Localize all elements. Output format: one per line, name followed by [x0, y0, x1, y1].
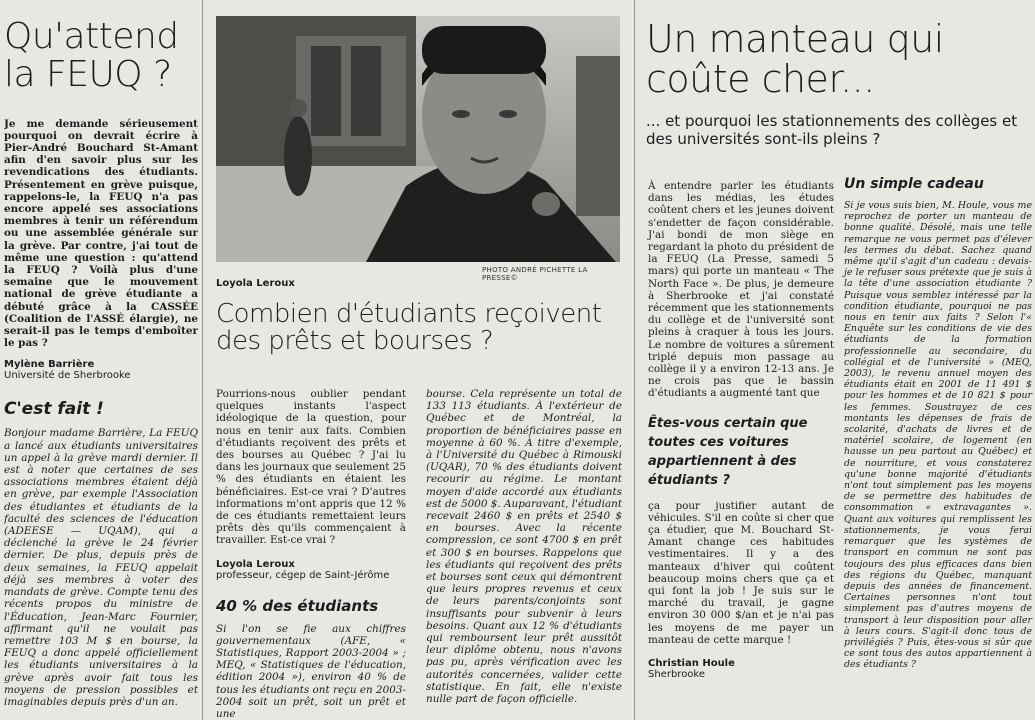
column-rule	[634, 0, 635, 720]
photo-credit: PHOTO ANDRÉ PICHETTE LA PRESSE©	[482, 266, 588, 282]
author-place: professeur, cégep de Saint-Jérôme	[216, 569, 390, 581]
letter-houle-part2: ça pour justifier autant de véhicules. S'il en coûte si cher que ça étudier, que M. Bouchard St-Amant change ces habitudes vestimentaires. Il y a des manteaux d'hiver qui coûtent beaucoup moins chers que ça et qui font la job ! Je suis sur le marché du travail, je gagne environ 30 000 $/an et je n'ai pas les moyens de me payer un manteau de cette marque !	[648, 499, 834, 646]
reply-body-part2: bourse. Cela représente un total de 133 113 étudiants. À l'extérieur de Québec et de Montréal, la proportion de bénéficiaires passe en moyenne à 60 %. À titre d'exemple, à l'Université du Québec à Rimouski (UQAR), 70 % des étudiants doivent recourir au régime. Le montant moyen d'aide accordé aux étudiants est de 5000 $. Auparavant, l'étudiant recevait 2460 $ en prêts et 2540 $ en bourses. Avec la récente compression, ce sont 4700 $ en prêt et 300 $ en bourses. Rappelons que les étudiants qui reçoivent des prêts et bourses sont ceux qui démontrent que leurs propres revenus et ceux de leurs parents/conjoints sont insuffisants pour subvenir à leurs besoins. Quant aux 12 % d'étudiants qui remboursent leur prêt aussitôt leur diplôme obtenu, nous n'avons pas pu, après vérification avec les autorités concernées, valider cette statistique. En fait, elle n'existe nulle part de façon officielle.	[426, 388, 623, 706]
reply-body-part1: Si l'on se fie aux chiffres gouvernementaux (AFE, « Statistiques, Rapport 2003-2004 » ; MEQ, « Statistiques de l'éducation, édition 2004 »), environ 40 % de tous les étudiants ont reçu en 2003-2004 soit un prêt, soit un prêt et une	[216, 622, 407, 720]
author-name: Loyola Leroux	[216, 558, 295, 570]
reply-body: Si je vous suis bien, M. Houle, vous me reprochez de porter un manteau de bonne qualité. Désolé, mais une telle remarque ne vous permet pas d'élever les termes du débat. Sachez quand même qu'il s'agit d'un cadeau : devais-je le refuser sous prétexte que je suis à la tête d'une association étudiante ? Puisque vous semblez intéressé par la condition étudiante, pourquoi ne pas nous en tenir aux faits ? Selon l'« Enquête sur les conditions de vie des étudiants de la formation professionnelle au secondaire, du collégial et de l'université » (MEQ, 2003), le revenu annuel moyen des étudiants était en 2001 de 11 491 $ pour les hommes et de 10 821 $ pour les femmes. Soustrayez de ces montants les dépenses de frais de scolarité, d'achats de livres et de matériel scolaire, de logement (en hausse un peu partout au Québec) et de nourriture, et vous constaterez qu'une bonne majorité d'étudiants n'ont tout simplement pas les moyens de se permettre des habitudes de consommation « extravagantes ». Quant aux voitures qui remplissent les stationnements, je vous ferai remarquer que les systèmes de transport en commun ne sont pas toujours des plus efficaces dans bien des régions du Québec, manquant depuis des années de financement. Certaines personnes n'ont tout simplement pas d'autres moyens de transport à leur disposition pour aller à leurs cours. S'agit-il donc tous de privilégiés ? Puis, êtes-vous si sûr que ce sont tous des autos appartiennent à des étudiants ?	[844, 200, 1032, 671]
letter-barriere: Je me demande sérieusement pourquoi on devrait écrire à Pier-André Bouchard St-Amant afin d'en savoir plus sur les revendications des étudiants. Présentement en grève puisque, rappelons-le, la FEUQ n'a pas encore appelé ses associations membres à tenir un référendum ou une assemblée générale sur la grève. Par contre, j'ai tout de même une question : qu'attend la FEUQ ? Voilà plus d'une semaine que le mouvement national de grève étudiante a débuté grâce à la CASSÉE (Coalition de l'ASSÉ élargie), ne serait-il pas le temps d'emboîter le pas ?	[4, 117, 198, 350]
reply-title: C'est fait !	[4, 399, 104, 420]
pull-quote: Êtes-vous certain que toutes ces voitures appartiennent à des étudiants ?	[648, 415, 808, 488]
column-rule	[202, 0, 203, 720]
byline: Loyola Leroux	[216, 278, 295, 289]
column-right	[646, 0, 1035, 720]
news-photo	[216, 16, 620, 262]
reply-body: Bonjour madame Barrière, La FEUQ a lancé aux étudiants universitaires un appel à la grève mardi dernier. Il est à noter que certaines de ses associations membres étaient déjà en grève, par exemple l'Association des étudiantes et étudiants de la faculté des sciences de l'éducation (ADEESE — UQAM), qui a déclenché la grève le 24 février dernier. De plus, depuis près de deux semaines, la FEUQ appelait déjà ses membres à voter des mandats de grève. Compte tenu des récents propos du ministre de l'Éducation, Jean-Marc Fournier, affirmant qu'il ne voulait pas remettre 103 M $ en bourse, la FEUQ a donc appelé officiellement les étudiants universitaires à la grève après avoir fait tous les moyens de pression possibles et imaginables depuis près d'un an.	[4, 427, 198, 708]
column-left	[4, 0, 198, 720]
reply-title: Un simple cadeau	[844, 176, 984, 192]
reply-title: 40 % des étudiants	[216, 596, 379, 615]
headline-feuq: Qu'attend la FEUQ ?	[4, 16, 179, 95]
author-place: Sherbrooke	[648, 669, 706, 681]
author-name: Christian Houle	[648, 658, 735, 670]
portrait-illustration	[216, 16, 620, 262]
headline-prets: Combien d'étudiants reçoivent des prêts et bourses ?	[216, 299, 602, 357]
letter-houle-part1: À entendre parler les étudiants dans les médias, les études coûtent chers et les jeunes doivent s'endetter de façon considérable. J'ai bondi de mon siège en regardant la photo du président de la FEUQ (La Presse, samedi 5 mars) qui porte un manteau « The North Face ». De plus, je demeure à Sherbrooke et j'ai constaté récemment que les stationnements du collège et de l'université sont pleins à craquer à tous les jours. Le nombre de voitures a sûrement triplé depuis mon passage au collège il y a environ 12-13 ans. Je ne crois pas que le bassin d'étudiants a augmenté tant que	[648, 180, 834, 400]
letter-leroux: Pourrions-nous oublier pendant quelques instants l'aspect idéologique de la question, pour nous en tenir aux faits. Combien d'étudiants reçoivent des prêts et des bourses au Québec ? J'ai lu dans les journaux que seulement 25 % des étudiants en étaient les bénéficiaires. Est-ce vrai ? D'autres informations m'ont appris que 12 % de ces étudiants remettaient leurs prêts dès qu'ils commençaient à travailler. Est-ce vrai ?	[216, 388, 406, 547]
author-name: Mylène Barrière	[4, 359, 95, 371]
subheadline: ... et pourquoi les stationnements des collèges et des universités sont-ils pleins ?	[646, 111, 1018, 148]
column-middle	[214, 0, 626, 720]
author-place: Université de Sherbrooke	[4, 370, 131, 382]
headline-manteau: Un manteau qui coûte cher...	[646, 17, 944, 101]
